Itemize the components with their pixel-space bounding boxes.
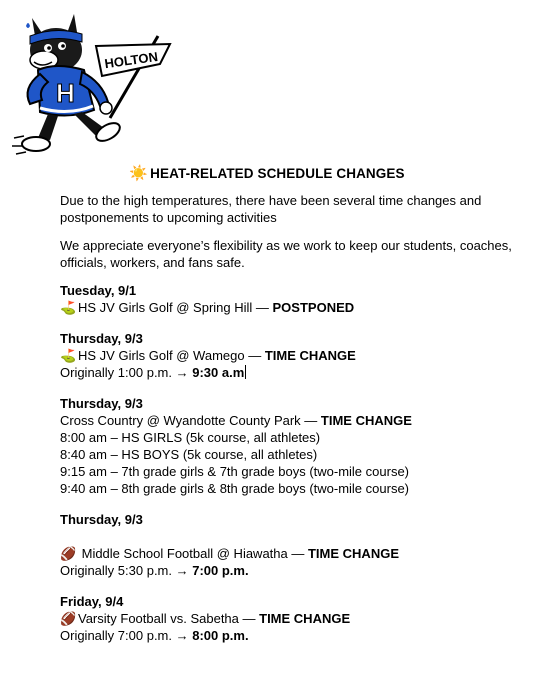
status-badge: TIME CHANGE — [307, 546, 399, 561]
event-date: Friday, 9/4 — [60, 594, 124, 609]
status-badge: POSTPONED — [272, 300, 355, 315]
event-title: Varsity Football vs. Sabetha — — [78, 611, 260, 626]
schedule-line: 8:40 am – HS BOYS (5k course, all athletes) — [60, 447, 318, 462]
event-date: Tuesday, 9/1 — [60, 283, 137, 298]
event-date: Thursday, 9/3 — [60, 512, 143, 527]
schedule-line: 9:40 am – 8th grade girls & 8th grade boys (two-mile course) — [60, 481, 410, 496]
sun-icon: ☀️ — [129, 165, 149, 182]
event-block — [60, 282, 520, 316]
golf-flag-icon: ⛳ — [60, 348, 77, 363]
new-time: 8:00 p.m. — [192, 628, 249, 643]
announcement-body — [60, 192, 520, 644]
intro-paragraph: Due to the high temperatures, there have been several time changes and postponements to upcoming activities — [60, 193, 482, 225]
football-icon: 🏈 — [60, 546, 77, 561]
event-block — [60, 593, 520, 644]
event-line — [60, 545, 520, 562]
event-block — [60, 511, 520, 579]
event-line — [60, 412, 520, 429]
sweater-letter: H — [56, 78, 75, 108]
event-line — [60, 347, 520, 364]
event-title: HS JV Girls Golf @ Spring Hill — — [78, 300, 273, 315]
golf-flag-icon: ⛳ — [60, 300, 77, 315]
original-time: Originally 7:00 p.m. → — [60, 628, 193, 643]
schedule-line: 9:15 am – 7th grade girls & 7th grade boys (two-mile course) — [60, 464, 410, 479]
status-badge: TIME CHANGE — [320, 413, 412, 428]
new-time: 7:00 p.m. — [192, 563, 249, 578]
event-date: Thursday, 9/3 — [60, 331, 143, 346]
event-title: Cross Country @ Wyandotte County Park — — [60, 413, 321, 428]
text-cursor — [245, 365, 246, 379]
event-block — [60, 395, 520, 497]
original-time: Originally 1:00 p.m. → — [60, 365, 193, 380]
event-line — [60, 610, 520, 627]
pennant-text: HOLTON — [103, 48, 159, 72]
holton-mascot-logo — [8, 6, 176, 162]
time-change-line — [60, 627, 520, 644]
time-change-line — [60, 364, 520, 381]
appreciation-paragraph: We appreciate everyone’s flexibility as we work to keep our students, coaches, officials, workers, and fans safe. — [60, 238, 512, 270]
status-badge: TIME CHANGE — [264, 348, 356, 363]
event-title: HS JV Girls Golf @ Wamego — — [78, 348, 265, 363]
event-date: Thursday, 9/3 — [60, 396, 143, 411]
event-title: Middle School Football @ Hiawatha — — [78, 546, 308, 561]
status-badge: TIME CHANGE — [259, 611, 351, 626]
football-icon: 🏈 — [60, 611, 77, 626]
title-text: HEAT-RELATED SCHEDULE CHANGES — [150, 166, 405, 181]
event-block — [60, 330, 520, 381]
event-line — [60, 299, 520, 316]
page-title — [0, 164, 534, 182]
new-time: 9:30 a.m — [192, 365, 245, 380]
original-time: Originally 5:30 p.m. → — [60, 563, 193, 578]
time-change-line — [60, 562, 520, 579]
schedule-line: 8:00 am – HS GIRLS (5k course, all athletes) — [60, 430, 321, 445]
